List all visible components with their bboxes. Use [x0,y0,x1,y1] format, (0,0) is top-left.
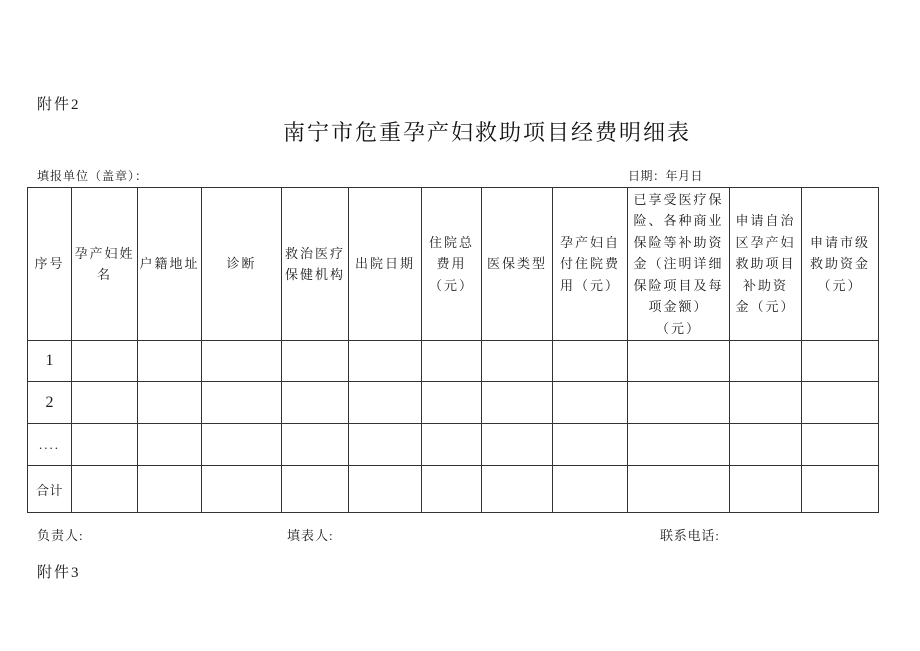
contact-phone-label: 联系电话: [660,528,720,543]
table-row [28,341,879,382]
header-serial-number: 序号 [28,188,72,341]
table-cell [72,382,138,424]
form-filler-label: 填表人: [287,528,334,543]
table-cell [553,382,628,424]
table-cell [202,341,282,382]
page-title: 南宁市危重孕产妇救助项目经费明细表 [283,120,692,145]
table-cell [628,466,730,513]
table-header-row [28,188,879,341]
table-cell [202,424,282,466]
table-cell [802,466,879,513]
table-cell [138,382,202,424]
table-cell [628,341,730,382]
table-cell [349,466,422,513]
header-diagnosis: 诊断 [202,188,282,341]
table-cell [422,341,482,382]
header-regional-subsidy-request: 申请自治 区孕产妇 救助项目 补助资 金（元） [730,188,802,341]
header-patient-name: 孕产妇姓 名 [72,188,138,341]
table-cell [138,466,202,513]
table-cell [422,466,482,513]
row-label-total: 合计 [28,466,72,513]
header-registered-address: 户籍地址 [138,188,202,341]
header-insurance-subsidies: 已享受医疗保 险、各种商业 保险等补助资 金（注明详细 保险项目及每 项金额） （元） [628,188,730,341]
reporting-unit-label: 填报单位（盖章）： [37,169,149,183]
table-cell [282,341,349,382]
row-label: 2 [28,382,72,424]
table-cell [482,382,553,424]
header-self-paid-cost: 孕产妇自 付住院费 用（元） [553,188,628,341]
responsible-person-label: 负责人: [37,528,84,543]
table-cell [482,341,553,382]
table-cell [730,382,802,424]
table-cell [72,466,138,513]
header-discharge-date: 出院日期 [349,188,422,341]
row-label: 1 [28,341,72,382]
table-cell [802,341,879,382]
table-cell [628,382,730,424]
table-row [28,382,879,424]
table-cell [802,382,879,424]
table-cell [72,424,138,466]
table-cell [730,424,802,466]
table-cell [282,466,349,513]
table-cell [482,424,553,466]
row-label: .... [28,424,72,466]
table-row [28,424,879,466]
table-cell [553,424,628,466]
table-cell [730,466,802,513]
date-label: 日期：年月日 [628,169,704,183]
table-total-row [28,466,879,513]
table-cell [553,341,628,382]
table-cell [628,424,730,466]
header-city-subsidy-request: 申请市级 救助资金 （元） [802,188,879,341]
table-cell [730,341,802,382]
table-cell [72,341,138,382]
table-cell [422,424,482,466]
attachment-label-bottom: 附件3 [37,565,81,581]
table-cell [349,341,422,382]
table-cell [349,424,422,466]
table-cell [138,341,202,382]
table-cell [349,382,422,424]
table-cell [202,382,282,424]
table-cell [138,424,202,466]
header-total-hospital-cost: 住院总 费用 （元） [422,188,482,341]
table-cell [482,466,553,513]
table-cell [553,466,628,513]
expense-detail-table [27,187,879,513]
table-cell [802,424,879,466]
header-treating-institution: 救治医疗 保健机构 [282,188,349,341]
attachment-label-top: 附件2 [37,97,81,113]
table-cell [282,382,349,424]
table-cell [422,382,482,424]
table-cell [202,466,282,513]
header-insurance-type: 医保类型 [482,188,553,341]
table-cell [282,424,349,466]
